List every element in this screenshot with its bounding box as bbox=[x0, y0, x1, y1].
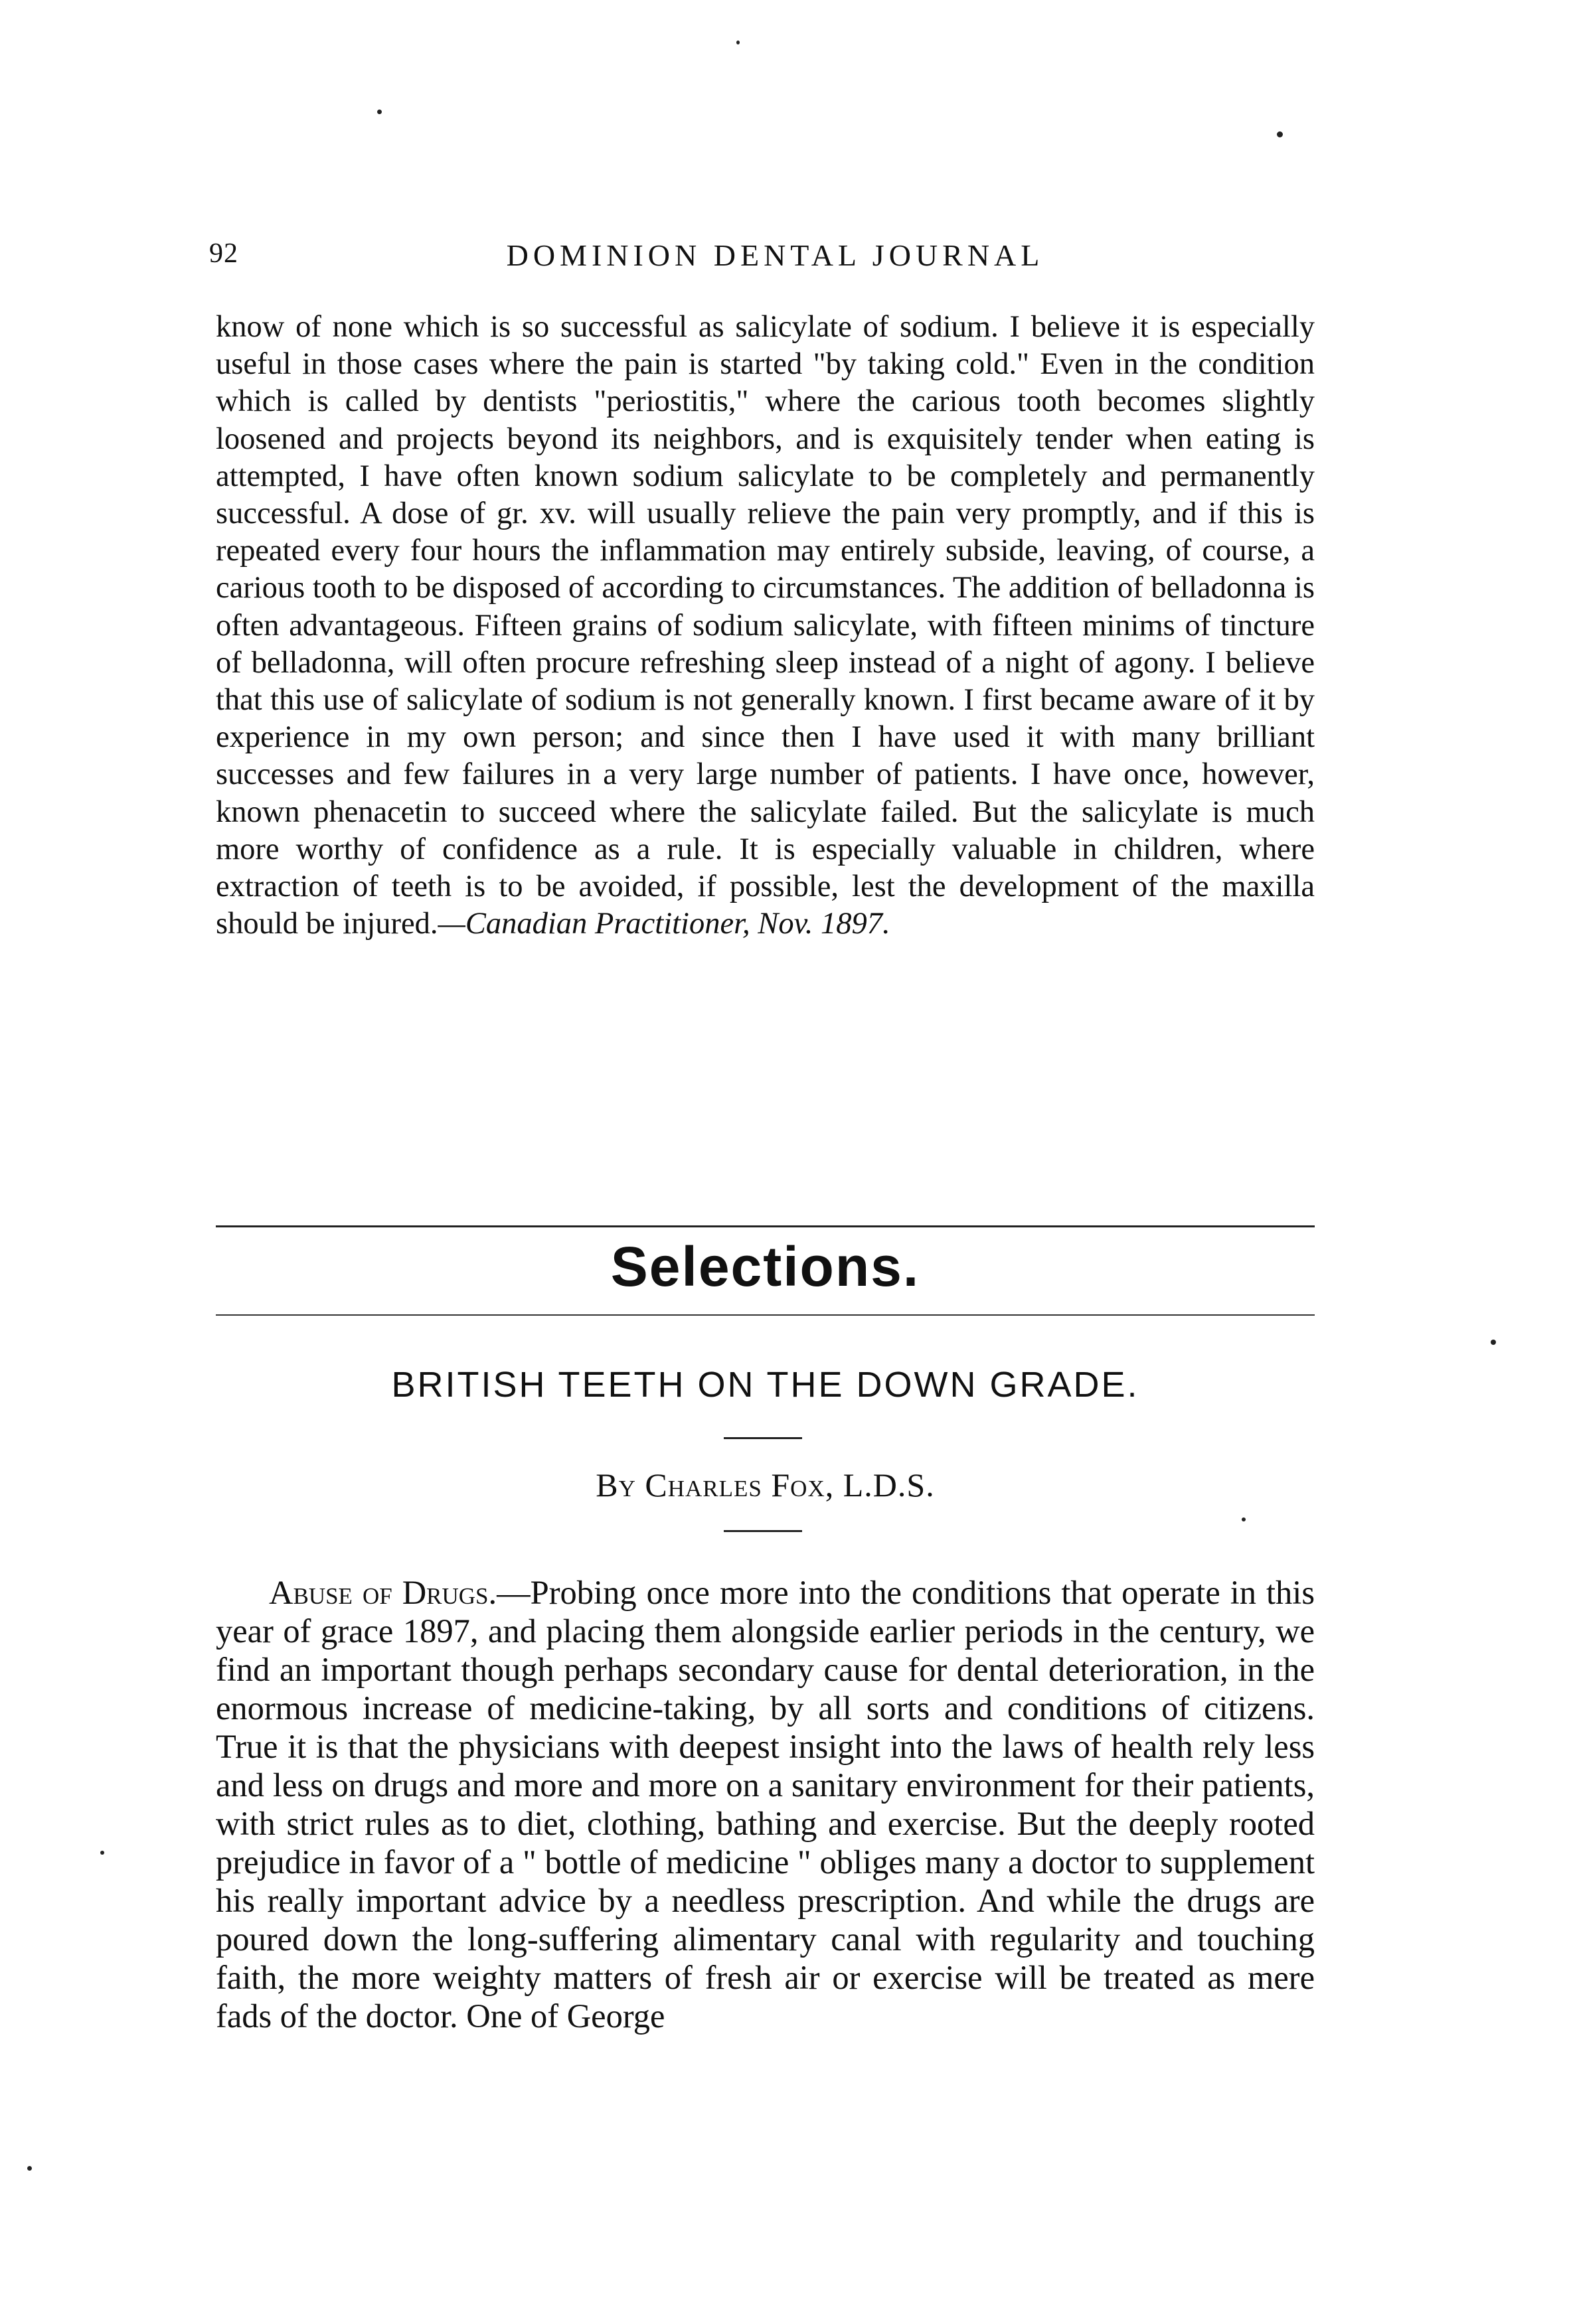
continued-article bbox=[216, 309, 1315, 943]
title-rule bbox=[724, 1437, 802, 1439]
journal-title: DOMINION DENTAL JOURNAL bbox=[506, 238, 1044, 272]
print-speck bbox=[377, 110, 382, 114]
print-speck bbox=[736, 40, 740, 44]
lead-in: Abuse of Drugs. bbox=[269, 1574, 497, 1611]
page-number: 92 bbox=[209, 238, 238, 269]
continued-article-body: know of none which is so successful as salicylate of sodium. I believe it is especially useful in those cases where the pain is started "by taking cold." Even in the condition which is called by dentists "periostitis," where the carious tooth becomes slightly loosened and projects beyond its neighbors, and is exquisitely tender when eating is attempted, I have often known sodium salicylate to be completely and permanently successful. A dose of gr. xv. will usually relieve the pain very promptly, and if this is repeated every four hours the inflammation may entirely subside, leaving, of course, a carious tooth to be disposed of according to circumstances. The addition of belladonna is often advantageous. Fifteen grains of sodium salicylate, with fifteen minims of tincture of belladonna, will often procure refreshing sleep instead of a night of agony. I believe that this use of salicylate of sodium is not generally known. I first became aware of it by experience in my own person; and since then I have used it with many brilliant successes and few failures in a very large number of patients. I have once, however, known phenacetin to succeed where the salicylate failed. But the salicylate is much more worthy of confidence as a rule. It is especially valuable in children, where extraction of teeth is to be avoided, if possible, lest the development of the maxilla should be injured. bbox=[216, 310, 1315, 941]
article-body-text: —Probing once more into the conditions that operate in this year of grace 1897, and placing them alongside earlier periods in the century, we find an important though perhaps secondary cause for dental deterioration, in the enormous increase of medicine-taking, by all sorts and conditions of citizens. True it is that the physicians with deepest insight into the laws of health rely less and less on drugs and more and more on a sanitary environment for their patients, with strict rules as to diet, clothing, bathing and exercise. But the deeply rooted prejudice in favor of a " bottle of medicine " obliges many a doctor to supplement his really important advice by a needless prescription. And while the drugs are poured down the long-suffering alimentary canal with regularity and touching faith, the more weighty matters of fresh air or exercise will be treated as mere fads of the doctor. One of George bbox=[216, 1574, 1315, 2035]
running-head bbox=[209, 238, 1315, 277]
continued-article-paragraph bbox=[216, 309, 1315, 943]
section-rule-bottom bbox=[216, 1314, 1315, 1316]
article-body bbox=[216, 1573, 1315, 2035]
print-speck bbox=[1277, 131, 1283, 137]
print-speck bbox=[1242, 1517, 1246, 1521]
byline: By Charles Fox, L.D.S. bbox=[596, 1466, 935, 1504]
citation: —Canadian Practitioner, Nov. 1897. bbox=[438, 907, 890, 941]
section-rule-top bbox=[216, 1225, 1315, 1227]
article-title: BRITISH TEETH ON THE DOWN GRADE. bbox=[391, 1365, 1139, 1405]
print-speck bbox=[27, 2166, 32, 2171]
print-speck bbox=[1491, 1340, 1496, 1345]
print-speck bbox=[100, 1851, 104, 1855]
article-paragraph bbox=[216, 1573, 1315, 2035]
section-heading: Selections. bbox=[610, 1235, 920, 1298]
byline-rule bbox=[724, 1530, 802, 1532]
